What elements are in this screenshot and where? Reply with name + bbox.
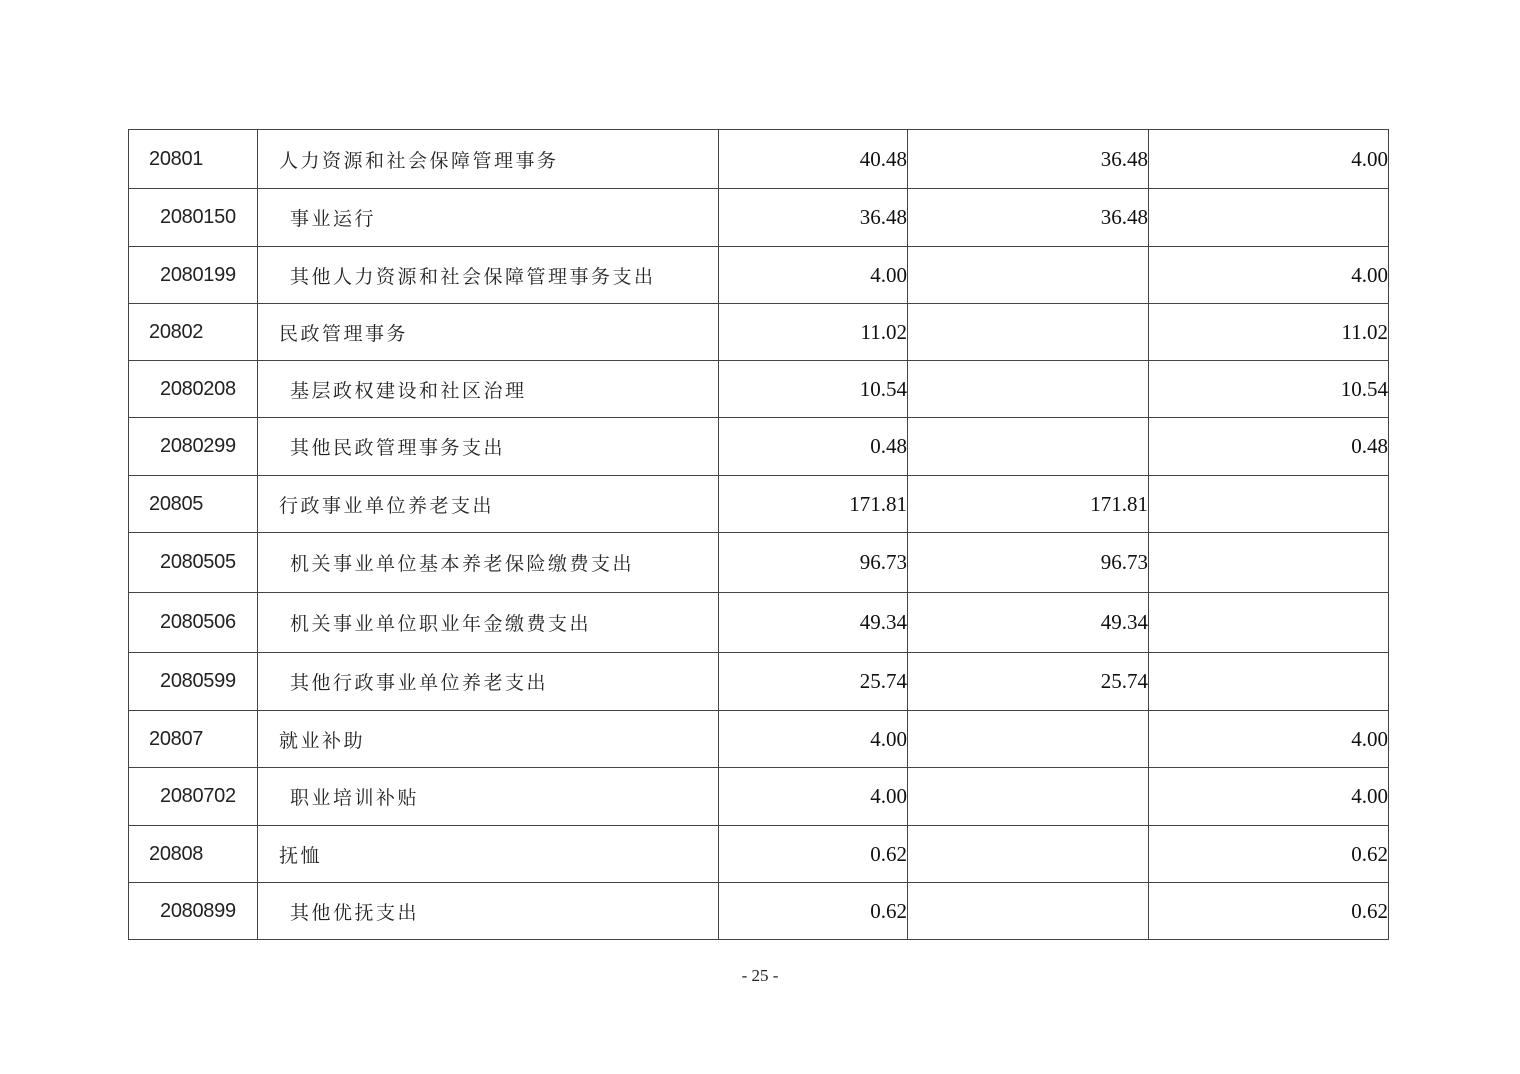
row-name-cell: 抚恤 — [258, 826, 719, 883]
row-basic-cell: 36.48 — [908, 130, 1149, 189]
row-code-cell: 20807 — [129, 711, 258, 768]
row-code-cell: 2080899 — [129, 883, 258, 940]
table-row — [129, 653, 1389, 711]
row-basic-cell — [908, 418, 1149, 476]
row-basic-cell — [908, 247, 1149, 304]
row-name-cell: 人力资源和社会保障管理事务 — [258, 130, 719, 189]
table-row — [129, 189, 1389, 247]
row-basic-cell: 96.73 — [908, 533, 1149, 593]
row-project-cell: 11.02 — [1149, 304, 1389, 361]
table-row — [129, 768, 1389, 826]
table-body — [129, 130, 1389, 940]
row-code-cell: 2080299 — [129, 418, 258, 476]
row-total-cell: 36.48 — [719, 189, 908, 247]
table-row — [129, 130, 1389, 189]
row-basic-cell: 171.81 — [908, 476, 1149, 533]
table-row — [129, 883, 1389, 940]
row-code-cell: 2080506 — [129, 593, 258, 653]
row-code-cell: 2080702 — [129, 768, 258, 826]
row-name-cell: 其他优抚支出 — [258, 883, 719, 940]
row-total-cell: 11.02 — [719, 304, 908, 361]
row-name-cell: 机关事业单位职业年金缴费支出 — [258, 593, 719, 653]
table-row — [129, 533, 1389, 593]
row-code-cell: 20805 — [129, 476, 258, 533]
row-basic-cell — [908, 361, 1149, 418]
row-project-cell: 10.54 — [1149, 361, 1389, 418]
row-code-cell: 2080199 — [129, 247, 258, 304]
row-basic-cell — [908, 711, 1149, 768]
row-name-cell: 基层政权建设和社区治理 — [258, 361, 719, 418]
row-code-cell: 20802 — [129, 304, 258, 361]
row-name-cell: 民政管理事务 — [258, 304, 719, 361]
row-basic-cell — [908, 883, 1149, 940]
row-project-cell — [1149, 189, 1389, 247]
row-code-cell: 2080150 — [129, 189, 258, 247]
row-name-cell: 其他行政事业单位养老支出 — [258, 653, 719, 711]
row-project-cell — [1149, 533, 1389, 593]
row-name-cell: 机关事业单位基本养老保险缴费支出 — [258, 533, 719, 593]
row-project-cell — [1149, 593, 1389, 653]
row-total-cell: 49.34 — [719, 593, 908, 653]
budget-table — [128, 129, 1389, 940]
page-number: - 25 - — [741, 966, 779, 985]
table-row — [129, 418, 1389, 476]
row-code-cell: 2080208 — [129, 361, 258, 418]
row-project-cell: 0.48 — [1149, 418, 1389, 476]
table-row — [129, 304, 1389, 361]
row-project-cell: 4.00 — [1149, 768, 1389, 826]
row-code-cell: 2080505 — [129, 533, 258, 593]
table-row — [129, 476, 1389, 533]
row-project-cell: 0.62 — [1149, 826, 1389, 883]
row-project-cell: 4.00 — [1149, 130, 1389, 189]
table-row — [129, 593, 1389, 653]
table-row — [129, 826, 1389, 883]
row-project-cell: 4.00 — [1149, 711, 1389, 768]
row-total-cell: 40.48 — [719, 130, 908, 189]
row-total-cell: 0.48 — [719, 418, 908, 476]
row-name-cell: 其他民政管理事务支出 — [258, 418, 719, 476]
row-total-cell: 10.54 — [719, 361, 908, 418]
row-total-cell: 96.73 — [719, 533, 908, 593]
row-total-cell: 171.81 — [719, 476, 908, 533]
row-name-cell: 事业运行 — [258, 189, 719, 247]
row-total-cell: 4.00 — [719, 768, 908, 826]
row-total-cell: 4.00 — [719, 711, 908, 768]
row-basic-cell — [908, 304, 1149, 361]
row-basic-cell — [908, 768, 1149, 826]
row-code-cell: 20808 — [129, 826, 258, 883]
row-project-cell — [1149, 653, 1389, 711]
table-row — [129, 711, 1389, 768]
row-name-cell: 就业补助 — [258, 711, 719, 768]
row-total-cell: 0.62 — [719, 826, 908, 883]
row-name-cell: 职业培训补贴 — [258, 768, 719, 826]
row-code-cell: 20801 — [129, 130, 258, 189]
row-basic-cell: 36.48 — [908, 189, 1149, 247]
row-basic-cell — [908, 826, 1149, 883]
row-basic-cell: 49.34 — [908, 593, 1149, 653]
row-total-cell: 0.62 — [719, 883, 908, 940]
row-basic-cell: 25.74 — [908, 653, 1149, 711]
row-code-cell: 2080599 — [129, 653, 258, 711]
row-project-cell: 4.00 — [1149, 247, 1389, 304]
row-project-cell — [1149, 476, 1389, 533]
row-name-cell: 行政事业单位养老支出 — [258, 476, 719, 533]
row-project-cell: 0.62 — [1149, 883, 1389, 940]
table-row — [129, 361, 1389, 418]
row-name-cell: 其他人力资源和社会保障管理事务支出 — [258, 247, 719, 304]
row-total-cell: 25.74 — [719, 653, 908, 711]
row-total-cell: 4.00 — [719, 247, 908, 304]
table-row — [129, 247, 1389, 304]
